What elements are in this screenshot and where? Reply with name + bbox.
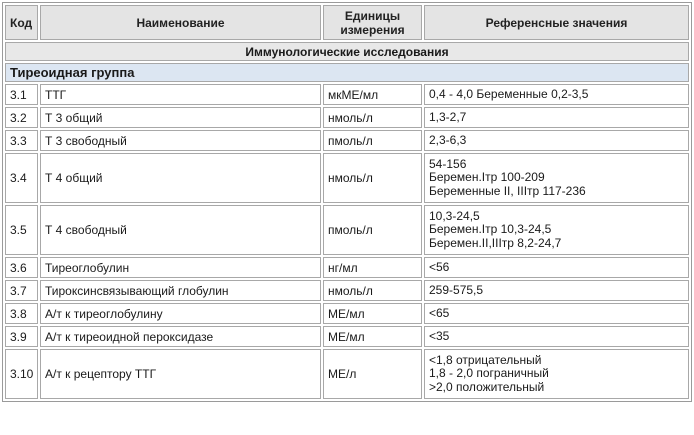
row-units: пмоль/л: [323, 205, 422, 255]
reference-line: 0,4 - 4,0 Беременные 0,2-3,5: [429, 86, 589, 101]
group-title: Тиреоидная группа: [5, 63, 689, 82]
row-reference: [424, 303, 689, 324]
row-code: 3.6: [5, 257, 38, 278]
reference-line: 259-575,5: [429, 282, 484, 297]
row-units: нмоль/л: [323, 280, 422, 301]
row-name: Т 4 общий: [40, 153, 321, 203]
row-name: Т 3 свободный: [40, 130, 321, 151]
reference-table: [2, 2, 692, 402]
header-units-line1: Единицы: [344, 8, 401, 23]
reference-line: Беремен.Iтр 10,3-24,5: [429, 222, 552, 237]
reference-line: 54-156: [429, 156, 467, 171]
reference-line: 2,3-6,3: [429, 132, 467, 147]
row-reference: [424, 84, 689, 105]
table-row: [5, 349, 689, 399]
reference-line: 1,8 - 2,0 пограничный: [429, 366, 549, 381]
reference-line: Беременные II, IIIтр 117-236: [429, 183, 586, 198]
reference-line: <56: [429, 259, 450, 274]
row-name: А/т к тиреоидной пероксидазе: [40, 326, 321, 347]
row-reference: [424, 205, 689, 255]
row-reference: [424, 153, 689, 203]
row-units: МЕ/л: [323, 349, 422, 399]
row-reference: [424, 257, 689, 278]
reference-line: <65: [429, 305, 450, 320]
reference-line: Беремен.II,IIIтр 8,2-24,7: [429, 235, 562, 250]
header-row: [5, 5, 689, 40]
row-code: 3.1: [5, 84, 38, 105]
row-code: 3.5: [5, 205, 38, 255]
row-name: ТТГ: [40, 84, 321, 105]
row-units: нмоль/л: [323, 107, 422, 128]
table-row: [5, 205, 689, 255]
row-units: нмоль/л: [323, 153, 422, 203]
table-row: [5, 326, 689, 347]
reference-line: Беремен.Iтр 100-209: [429, 170, 545, 185]
row-code: 3.7: [5, 280, 38, 301]
row-name: Тироксинсвязывающий глобулин: [40, 280, 321, 301]
row-reference: [424, 349, 689, 399]
table-row: [5, 130, 689, 151]
row-units: МЕ/мл: [323, 303, 422, 324]
row-code: 3.4: [5, 153, 38, 203]
row-name: А/т к тиреоглобулину: [40, 303, 321, 324]
header-name: Наименование: [40, 5, 321, 40]
row-code: 3.3: [5, 130, 38, 151]
table-row: [5, 280, 689, 301]
reference-line: 1,3-2,7: [429, 109, 467, 124]
row-code: 3.10: [5, 349, 38, 399]
row-reference: [424, 107, 689, 128]
row-name: Т 3 общий: [40, 107, 321, 128]
row-units: мкМЕ/мл: [323, 84, 422, 105]
row-units: пмоль/л: [323, 130, 422, 151]
table-row: [5, 257, 689, 278]
row-reference: [424, 326, 689, 347]
row-name: Т 4 свободный: [40, 205, 321, 255]
row-code: 3.8: [5, 303, 38, 324]
row-code: 3.2: [5, 107, 38, 128]
table-row: [5, 84, 689, 105]
row-name: А/т к рецептору ТТГ: [40, 349, 321, 399]
table-row: [5, 153, 689, 203]
table-row: [5, 303, 689, 324]
header-reference: Референсные значения: [424, 5, 689, 40]
row-reference: [424, 280, 689, 301]
reference-line: <35: [429, 328, 450, 343]
group-row: [5, 63, 689, 82]
header-units-line2: измерения: [340, 22, 405, 37]
reference-line: 10,3-24,5: [429, 208, 480, 223]
reference-line: <1,8 отрицательный: [429, 352, 542, 367]
header-units: [323, 5, 422, 40]
row-units: нг/мл: [323, 257, 422, 278]
header-code: Код: [5, 5, 38, 40]
row-code: 3.9: [5, 326, 38, 347]
reference-line: >2,0 положительный: [429, 379, 545, 394]
table-row: [5, 107, 689, 128]
section-title: Иммунологические исследования: [5, 42, 689, 61]
row-reference: [424, 130, 689, 151]
row-name: Тиреоглобулин: [40, 257, 321, 278]
row-units: МЕ/мл: [323, 326, 422, 347]
section-row: [5, 42, 689, 61]
